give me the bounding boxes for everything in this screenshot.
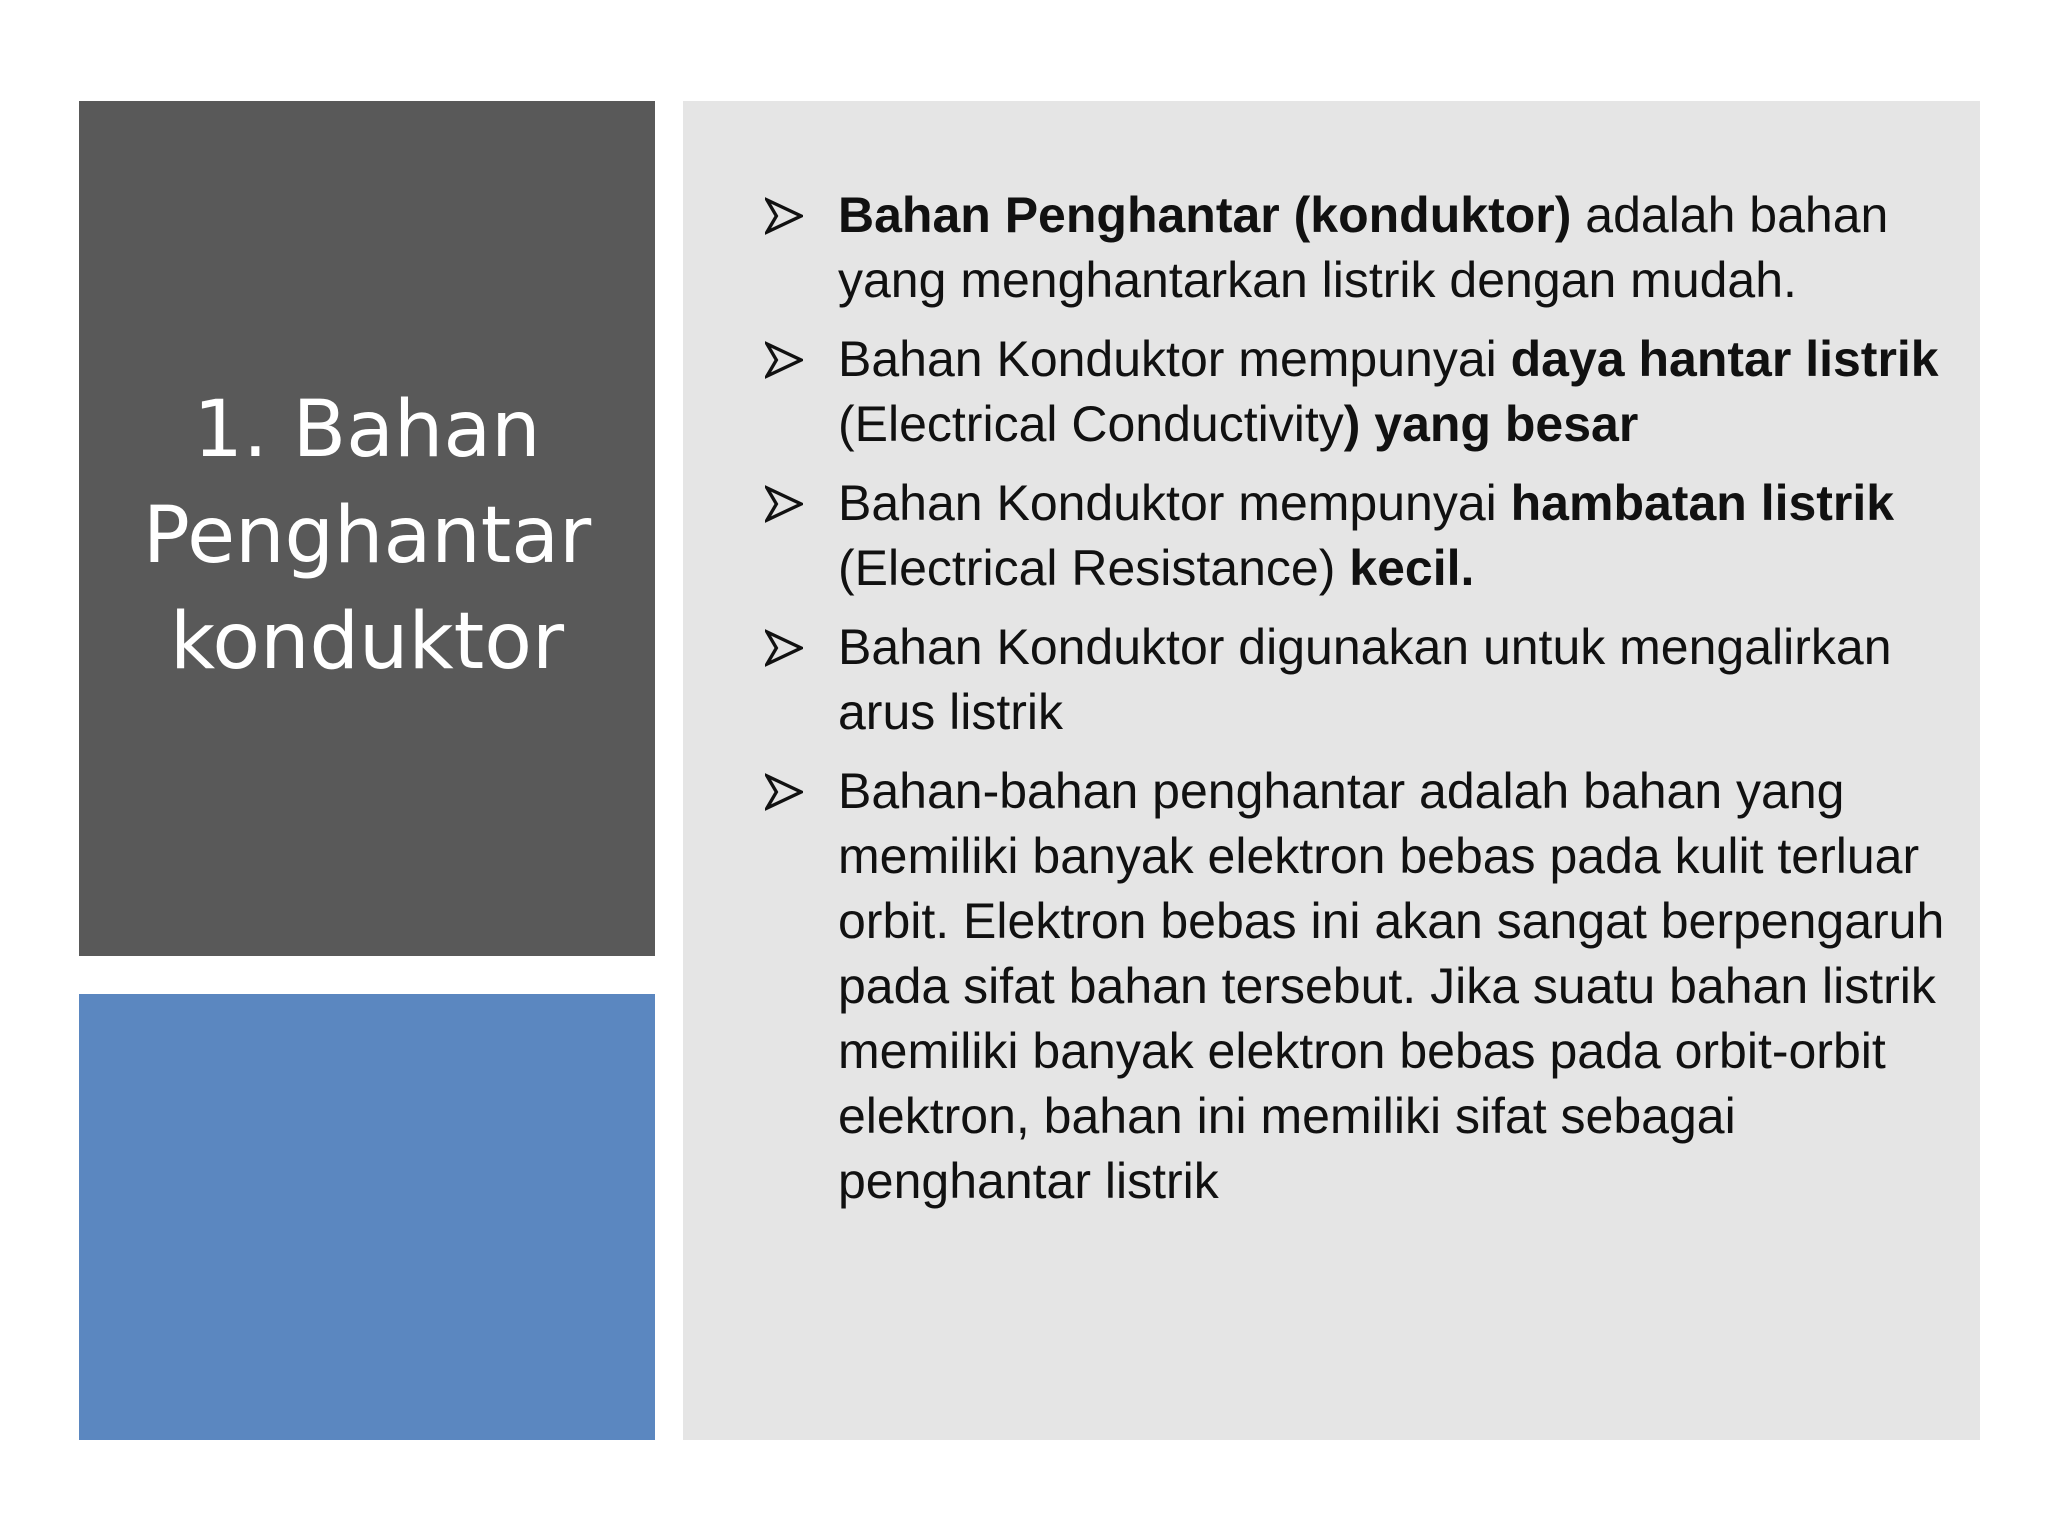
arrow-bullet-icon [765,485,803,523]
bullet-text-bold: Bahan Penghantar (konduktor) [838,187,1572,243]
slide-title-line: konduktor [169,597,565,687]
bullet-text-bold: hambatan listrik [1510,475,1895,531]
bullet-text-bold: ) yang besar [1343,396,1639,452]
accent-block [79,994,655,1440]
bullet-text: Bahan Konduktor digunakan untuk mengalirkan arus listrik [838,619,1892,740]
arrow-bullet-icon [765,197,803,235]
arrow-bullet-icon [765,629,803,667]
bullet-text-bold: daya hantar listrik [1510,331,1939,387]
bullet-list [763,183,1953,1228]
bullet-text: (Electrical Conductivity [838,396,1344,452]
slide-title-line: Penghantar [142,491,592,581]
bullet-text-bold: kecil. [1349,540,1475,596]
slide-title-line: 1. Bahan [193,385,541,475]
bullet-text: Bahan Konduktor mempunyai [838,331,1511,387]
content-panel [683,101,1980,1440]
bullet-item [763,327,1953,457]
bullet-item [763,471,1953,601]
slide-title [79,377,655,695]
title-panel [79,101,655,956]
bullet-text: Bahan-bahan penghantar adalah bahan yang memiliki banyak elektron bebas pada kulit terluar orbit. Elektron bebas ini akan sangat berpengaruh pada sifat bahan tersebut. Jika suatu bahan listrik memiliki banyak elektron bebas pada orbit-orbit elektron, bahan ini memiliki sifat sebagai penghantar listrik [838,763,1945,1209]
bullet-text: Bahan Konduktor mempunyai [838,475,1511,531]
bullet-item [763,615,1953,745]
bullet-item [763,759,1953,1214]
arrow-bullet-icon [765,773,803,811]
arrow-bullet-icon [765,341,803,379]
bullet-text: (Electrical Resistance) [838,540,1350,596]
bullet-text: adalah bahan yang menghantarkan listrik dengan mudah. [838,187,1889,308]
bullet-item [763,183,1953,313]
